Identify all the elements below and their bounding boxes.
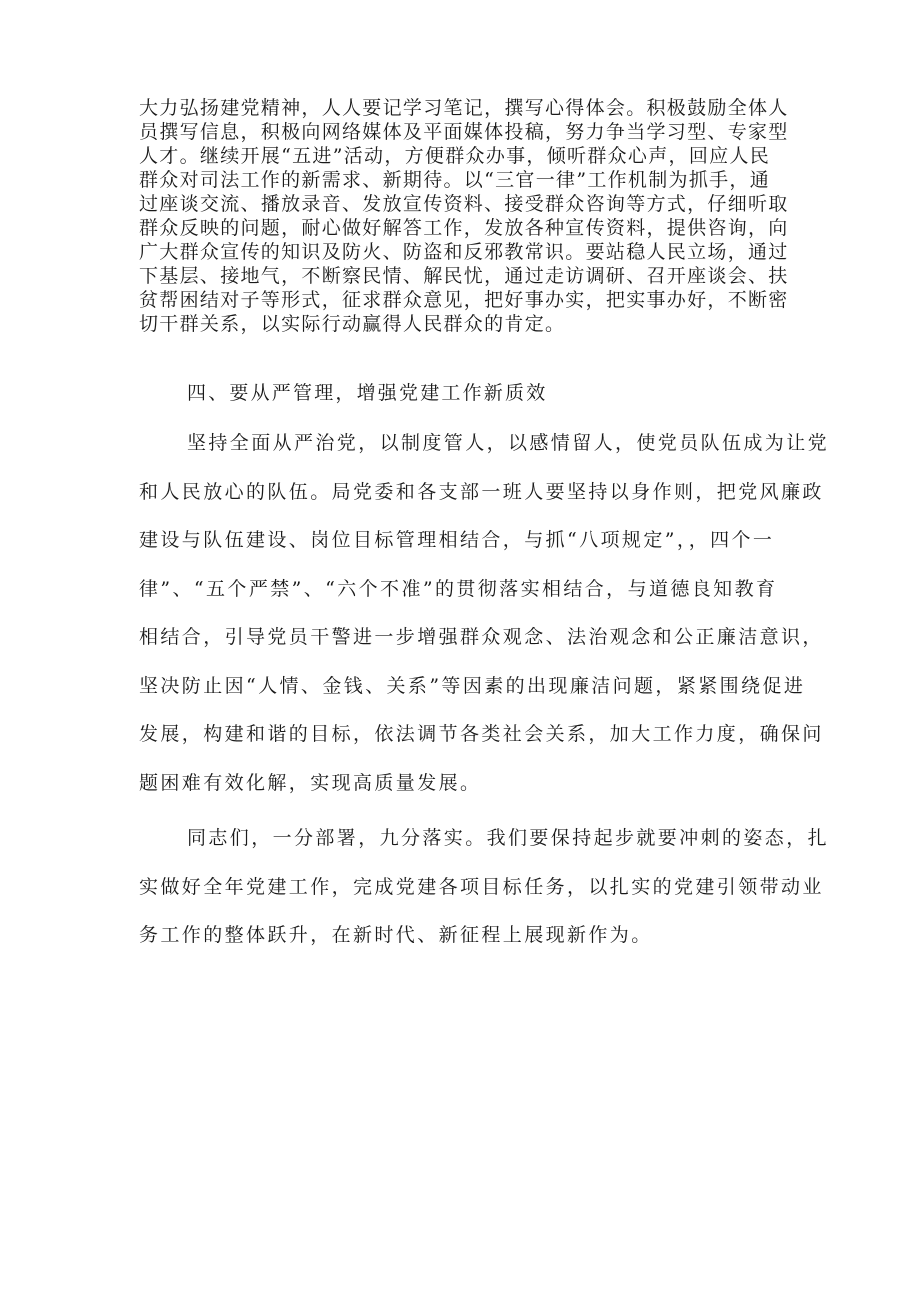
- text-line: 同志们，一分部署，九分落实。我们要保持起步就要冲刺的姿态，扎: [187, 827, 830, 849]
- text-line: 坚决防止因“人情、金钱、关系”等因素的出现廉洁问题，紧紧围绕促进: [139, 674, 806, 697]
- text-line: 题困难有效化解，实现高质量发展。: [139, 771, 482, 794]
- text-line: 员撰写信息，积极向网络媒体及平面媒体投稿，努力争当学习型、专家型: [139, 121, 789, 143]
- text-line: 律”、“五个严禁”、“六个不准”的贯彻落实相结合，与道德良知教育: [139, 577, 778, 600]
- text-line: 务工作的整体跃升，在新时代、新征程上展现新作为。: [139, 924, 653, 946]
- text-line: 实做好全年党建工作，完成党建各项目标任务，以扎实的党建引领带动业: [139, 875, 824, 898]
- text-line: 贫帮困结对子等形式，征求群众意见，把好事办实，把实事办好，不断密: [139, 289, 789, 311]
- text-line: 和人民放心的队伍。局党委和各支部一班人要坚持以身作则，把党风廉政: [139, 480, 824, 503]
- text-line: 群众反映的问题，耐心做好解答工作，发放各种宣传资料，提供咨询，向: [139, 217, 789, 239]
- section-heading: 四、要从严管理，增强党建工作新质效: [187, 382, 548, 404]
- text-line: 大力弘扬建党精神，人人要记学习笔记，撰写心得体会。积极鼓励全体人: [139, 97, 789, 119]
- paragraph-closing: [139, 823, 830, 969]
- text-line: 发展，构建和谐的目标，依法调节各类社会关系，加大工作力度，确保问: [139, 723, 824, 745]
- text-line: 人才。继续开展“五进”活动，方便群众办事，倾听群众心声，回应人民: [139, 145, 771, 167]
- paragraph-continued: [139, 96, 789, 336]
- text-line: 下基层、接地气，不断察民情、解民忧，通过走访调研、召开座谈会、扶: [139, 265, 789, 287]
- text-line: 过座谈交流、播放录音、发放宣传资料、接受群众咨询等方式，仔细听取: [139, 193, 789, 215]
- text-line: 建设与队伍建设、岗位目标管理相结合，与抓“八项规定”，，四个一: [139, 529, 775, 551]
- text-line: 群众对司法工作的新需求、新期待。以“三官一律”工作机制为抓手，通: [139, 169, 771, 191]
- text-line: 相结合，引导党员干警进一步增强群众观念、法治观念和公正廉洁意识，: [139, 626, 824, 648]
- text-line: 坚持全面从严治党，以制度管人，以感情留人，使党员队伍成为让党: [187, 432, 830, 454]
- paragraph-strict-management: [139, 428, 830, 816]
- text-line: 切干群关系，以实际行动赢得人民群众的肯定。: [139, 313, 566, 335]
- text-line: 广大群众宣传的知识及防火、防盗和反邪教常识。要站稳人民立场，通过: [139, 241, 789, 263]
